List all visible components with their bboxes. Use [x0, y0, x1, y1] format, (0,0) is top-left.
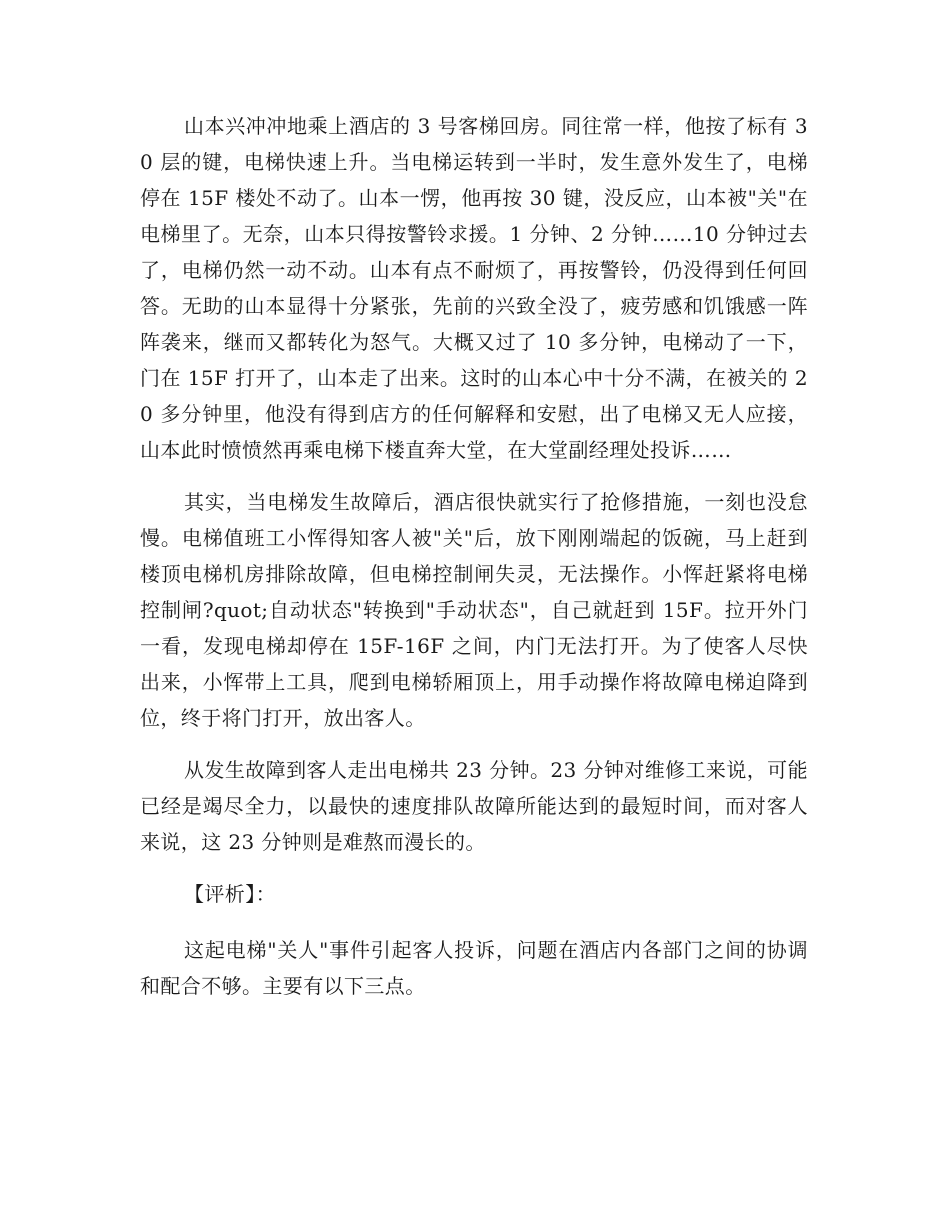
paragraph-2: 其实，当电梯发生故障后，酒店很快就实行了抢修措施，一刻也没怠慢。电梯值班工小恽得知客人被"关"后，放下刚刚端起的饭碗，马上赶到楼顶电梯机房排除故障，但电梯控制闸失灵，无法操作。小恽赶紧将电梯控制闸?quot;自动状态"转换到"手动状态"，自己就赶到 15F。拉开外门一看，发现电梯却停在 15F-16F 之间，内门无法打开。为了使客人尽快出来，小恽带上工具，爬到电梯轿厢顶上，用手动操作将故障电梯迫降到位，终于将门打开，放出客人。 — [140, 490, 808, 730]
paragraph-5: 这起电梯"关人"事件引起客人投诉，问题在酒店内各部门之间的协调和配合不够。主要有以下三点。 — [140, 938, 808, 998]
document-page — [140, 108, 808, 1020]
paragraph-1: 山本兴冲冲地乘上酒店的 3 号客梯回房。同往常一样，他按了标有 30 层的键，电梯快速上升。当电梯运转到一半时，发生意外发生了，电梯停在 15F 楼处不动了。山本一愣，他再按 30 键，没反应，山本被"关"在电梯里了。无奈，山本只得按警铃求援。1 分钟、2 分钟……10 分钟过去了，电梯仍然一动不动。山本有点不耐烦了，再按警铃，仍没得到任何回答。无助的山本显得十分紧张，先前的兴致全没了，疲劳感和饥饿感一阵阵袭来，继而又都转化为怒气。大概又过了 10 多分钟，电梯动了一下，门在 15F 打开了，山本走了出来。这时的山本心中十分不满，在被关的 20 多分钟里，他没有得到店方的任何解释和安慰，出了电梯又无人应接，山本此时愤愤然再乘电梯下楼直奔大堂，在大堂副经理处投诉…… — [140, 114, 808, 462]
section-heading-analysis: 【评析】： — [184, 882, 276, 906]
paragraph-3: 从发生故障到客人走出电梯共 23 分钟。23 分钟对维修工来说，可能已经是竭尽全力，以最快的速度排队故障所能达到的最短时间，而对客人来说，这 23 分钟则是难熬而漫长的。 — [140, 758, 808, 854]
